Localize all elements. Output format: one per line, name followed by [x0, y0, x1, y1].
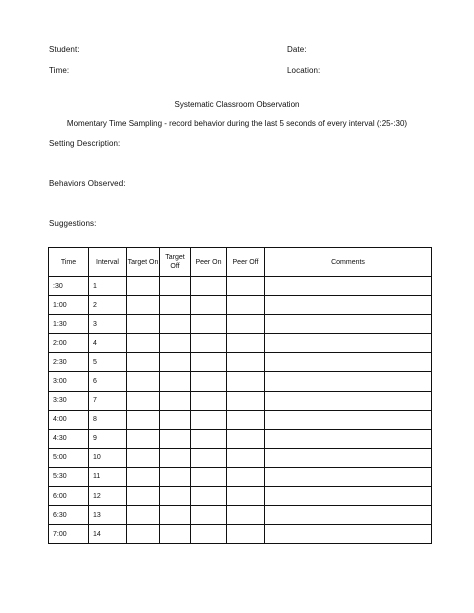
interval-cell: 13 — [89, 506, 127, 525]
peer-off-cell[interactable] — [227, 334, 265, 353]
peer-on-cell[interactable] — [191, 525, 227, 544]
interval-cell: 3 — [89, 315, 127, 334]
comments-cell[interactable] — [265, 353, 432, 372]
target-on-cell[interactable] — [127, 277, 160, 296]
comments-cell[interactable] — [265, 487, 432, 506]
peer-on-cell[interactable] — [191, 391, 227, 410]
setting-description-label: Setting Description: — [49, 139, 121, 148]
interval-cell: 2 — [89, 296, 127, 315]
target-off-cell[interactable] — [160, 410, 191, 429]
target-off-cell[interactable] — [160, 429, 191, 448]
peer-off-cell[interactable] — [227, 391, 265, 410]
time-cell: 1:00 — [49, 296, 89, 315]
comments-cell[interactable] — [265, 410, 432, 429]
table-row — [49, 296, 432, 315]
interval-cell: 5 — [89, 353, 127, 372]
peer-on-cell[interactable] — [191, 277, 227, 296]
header-time: Time — [49, 248, 89, 277]
time-cell: 2:00 — [49, 334, 89, 353]
header-target-off: Target Off — [160, 248, 191, 277]
peer-off-cell[interactable] — [227, 467, 265, 486]
peer-off-cell[interactable] — [227, 372, 265, 391]
target-on-cell[interactable] — [127, 334, 160, 353]
table-row — [49, 372, 432, 391]
table-row — [49, 391, 432, 410]
interval-cell: 1 — [89, 277, 127, 296]
time-cell: 5:00 — [49, 448, 89, 467]
table-header-row — [49, 248, 432, 277]
peer-off-cell[interactable] — [227, 525, 265, 544]
peer-on-cell[interactable] — [191, 353, 227, 372]
time-cell: 3:30 — [49, 391, 89, 410]
interval-cell: 10 — [89, 448, 127, 467]
comments-cell[interactable] — [265, 391, 432, 410]
comments-cell[interactable] — [265, 277, 432, 296]
interval-cell: 14 — [89, 525, 127, 544]
observation-table-body — [49, 277, 432, 544]
interval-cell: 7 — [89, 391, 127, 410]
comments-cell[interactable] — [265, 315, 432, 334]
target-on-cell[interactable] — [127, 467, 160, 486]
peer-on-cell[interactable] — [191, 334, 227, 353]
table-row — [49, 315, 432, 334]
peer-on-cell[interactable] — [191, 410, 227, 429]
observation-table — [48, 247, 432, 544]
table-row — [49, 277, 432, 296]
target-off-cell[interactable] — [160, 525, 191, 544]
time-cell: :30 — [49, 277, 89, 296]
target-on-cell[interactable] — [127, 391, 160, 410]
table-row — [49, 525, 432, 544]
peer-on-cell[interactable] — [191, 429, 227, 448]
form-title: Systematic Classroom Observation — [174, 100, 300, 109]
target-off-cell[interactable] — [160, 391, 191, 410]
header-peer-off: Peer Off — [227, 248, 265, 277]
header-comments: Comments — [265, 248, 432, 277]
target-off-cell[interactable] — [160, 315, 191, 334]
target-on-cell[interactable] — [127, 410, 160, 429]
peer-off-cell[interactable] — [227, 315, 265, 334]
target-off-cell[interactable] — [160, 487, 191, 506]
behaviors-observed-label: Behaviors Observed: — [49, 179, 126, 188]
target-off-cell[interactable] — [160, 506, 191, 525]
comments-cell[interactable] — [265, 334, 432, 353]
target-on-cell[interactable] — [127, 525, 160, 544]
target-on-cell[interactable] — [127, 506, 160, 525]
interval-cell: 6 — [89, 372, 127, 391]
peer-off-cell[interactable] — [227, 353, 265, 372]
table-row — [49, 334, 432, 353]
location-label: Location: — [287, 66, 321, 75]
time-cell: 1:30 — [49, 315, 89, 334]
table-row — [49, 506, 432, 525]
comments-cell[interactable] — [265, 372, 432, 391]
table-row — [49, 410, 432, 429]
target-on-cell[interactable] — [127, 296, 160, 315]
peer-on-cell[interactable] — [191, 487, 227, 506]
peer-on-cell[interactable] — [191, 448, 227, 467]
target-off-cell[interactable] — [160, 372, 191, 391]
target-on-cell[interactable] — [127, 315, 160, 334]
header-target-on: Target On — [127, 248, 160, 277]
target-off-cell[interactable] — [160, 334, 191, 353]
peer-on-cell[interactable] — [191, 296, 227, 315]
peer-off-cell[interactable] — [227, 296, 265, 315]
table-row — [49, 487, 432, 506]
peer-off-cell[interactable] — [227, 487, 265, 506]
interval-cell: 12 — [89, 487, 127, 506]
target-on-cell[interactable] — [127, 353, 160, 372]
comments-cell[interactable] — [265, 506, 432, 525]
table-row — [49, 429, 432, 448]
target-on-cell[interactable] — [127, 429, 160, 448]
suggestions-label: Suggestions: — [49, 219, 97, 228]
interval-cell: 9 — [89, 429, 127, 448]
date-label: Date: — [287, 45, 307, 54]
header-peer-on: Peer On — [191, 248, 227, 277]
table-row — [49, 448, 432, 467]
peer-on-cell[interactable] — [191, 506, 227, 525]
time-cell: 4:30 — [49, 429, 89, 448]
interval-cell: 8 — [89, 410, 127, 429]
target-on-cell[interactable] — [127, 448, 160, 467]
target-off-cell[interactable] — [160, 467, 191, 486]
time-cell: 6:00 — [49, 487, 89, 506]
comments-cell[interactable] — [265, 448, 432, 467]
time-cell: 7:00 — [49, 525, 89, 544]
target-off-cell[interactable] — [160, 448, 191, 467]
target-off-cell[interactable] — [160, 353, 191, 372]
comments-cell[interactable] — [265, 296, 432, 315]
target-on-cell[interactable] — [127, 487, 160, 506]
comments-cell[interactable] — [265, 429, 432, 448]
interval-cell: 11 — [89, 467, 127, 486]
time-cell: 5:30 — [49, 467, 89, 486]
table-row — [49, 353, 432, 372]
time-cell: 6:30 — [49, 506, 89, 525]
peer-off-cell[interactable] — [227, 506, 265, 525]
comments-cell[interactable] — [265, 525, 432, 544]
student-label: Student: — [49, 45, 80, 54]
peer-off-cell[interactable] — [227, 429, 265, 448]
peer-off-cell[interactable] — [227, 277, 265, 296]
time-cell: 3:00 — [49, 372, 89, 391]
header-interval: Interval — [89, 248, 127, 277]
time-label: Time: — [49, 66, 70, 75]
peer-on-cell[interactable] — [191, 467, 227, 486]
peer-off-cell[interactable] — [227, 448, 265, 467]
table-row — [49, 467, 432, 486]
peer-off-cell[interactable] — [227, 410, 265, 429]
peer-on-cell[interactable] — [191, 372, 227, 391]
target-off-cell[interactable] — [160, 296, 191, 315]
target-on-cell[interactable] — [127, 372, 160, 391]
interval-cell: 4 — [89, 334, 127, 353]
form-subtitle: Momentary Time Sampling - record behavior during the last 5 seconds of every interval (:25-:30) — [66, 119, 408, 128]
peer-on-cell[interactable] — [191, 315, 227, 334]
time-cell: 4:00 — [49, 410, 89, 429]
comments-cell[interactable] — [265, 467, 432, 486]
time-cell: 2:30 — [49, 353, 89, 372]
target-off-cell[interactable] — [160, 277, 191, 296]
